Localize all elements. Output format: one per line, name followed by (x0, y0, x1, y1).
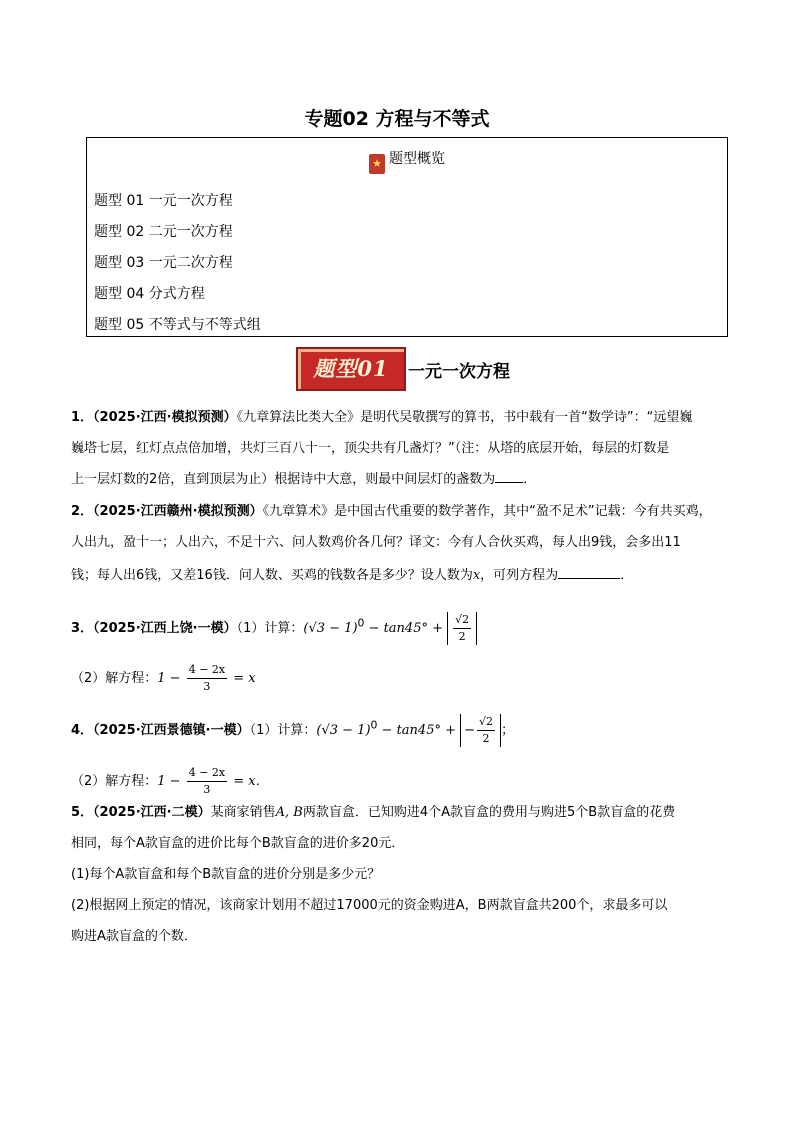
question-text: 某商家销售 (210, 805, 276, 820)
answer-blank[interactable] (558, 566, 620, 579)
fraction-numerator: √2 (453, 612, 471, 629)
absolute-value (447, 612, 477, 645)
expression: = x (229, 671, 256, 686)
question-text: 《九章算法比类大全》是明代吴敬撰写的算书，书中载有一首“数学诗”：“远望巍 (236, 410, 693, 425)
overview-heading (87, 148, 727, 174)
question-text: 上一层灯数的2倍，直到顶层为止）根据诗中大意，则最中间层灯的盏数为 (71, 472, 496, 487)
question-source: （2025·江西景德镇·一模） (93, 723, 250, 738)
question-text: ． (523, 472, 537, 487)
question-4-part-2 (71, 765, 726, 798)
question-source: （2025·江西·二模） (93, 805, 211, 820)
question-text: 两款盲盒．已知购进4个A款盲盒的费用与购进5个B款盲盒的花费 (302, 805, 676, 820)
expression: − tan45° + (377, 723, 461, 738)
question-part: （1）计算： (236, 621, 304, 636)
section-label: 一元一次方程 (408, 362, 510, 382)
fraction-denominator: 2 (458, 630, 466, 643)
question-1-line-2: 巍塔七层，红灯点点倍加增，共灯三百八十一，顶尖共有几盏灯？”（注：从塔的底层开始，每层的灯数是 (71, 441, 670, 456)
question-text: ； (501, 723, 515, 738)
question-5-line-2: 相同，每个A款盲盒的进价比每个B款盲盒的进价多20元． (71, 836, 405, 851)
question-number: 2． (71, 504, 94, 519)
exponent: 0 (357, 616, 365, 630)
minus-sign: − (464, 723, 476, 738)
expression: = x． (229, 774, 269, 789)
question-number: 3． (71, 621, 94, 636)
question-text: 钱；每人出6钱，又差16钱．问人数、买鸡的钱数各是多少？设人数为 (71, 568, 473, 583)
question-text: ，可列方程为 (480, 568, 559, 583)
fraction (187, 765, 227, 798)
question-source: （2025·江西·模拟预测） (93, 410, 237, 425)
expression: 1 − (157, 774, 185, 789)
exponent: 0 (370, 718, 378, 732)
variables-ab: A, B (275, 805, 303, 820)
question-5 (71, 805, 726, 821)
overview-item: 题型 05 不等式与不等式组 (94, 317, 261, 333)
question-number: 5． (71, 805, 94, 820)
question-source: （2025·江西上饶·一模） (93, 621, 237, 636)
page-title: 专题02 方程与不等式 (304, 108, 490, 130)
fraction-numerator: 4 − 2x (187, 662, 227, 679)
question-2 (71, 504, 726, 520)
overview-item: 题型 02 二元一次方程 (94, 224, 233, 240)
question-4 (71, 714, 726, 747)
question-5-sub-2: (2)根据网上预定的情况，该商家计划用不超过17000元的资金购进A，B两款盲盒共200个，求最多可以 (71, 898, 668, 913)
question-1-line-3 (71, 470, 726, 488)
fraction (187, 662, 227, 695)
question-part: （2）解方程： (71, 671, 158, 686)
question-number: 4． (71, 723, 94, 738)
fraction (477, 714, 495, 747)
question-source: （2025·江西赣州·模拟预测） (93, 504, 263, 519)
overview-item: 题型 01 一元一次方程 (94, 193, 233, 209)
question-number: 1． (71, 410, 94, 425)
question-5-sub-1: (1)每个A款盲盒和每个B款盲盒的进价分别是多少元？ (71, 867, 381, 882)
question-part: （2）解方程： (71, 774, 158, 789)
fraction-denominator: 2 (482, 732, 490, 745)
book-icon: ★ (369, 154, 385, 174)
fraction-numerator: 4 − 2x (187, 765, 227, 782)
fraction (453, 612, 471, 645)
question-1 (71, 410, 726, 426)
expression: − tan45° + (364, 621, 448, 636)
expression: (√3 − 1) (316, 723, 371, 738)
overview-box (86, 137, 728, 337)
question-3-part-2 (71, 662, 726, 695)
fraction-denominator: 3 (203, 680, 211, 693)
overview-item: 题型 03 一元二次方程 (94, 255, 233, 271)
question-3 (71, 612, 726, 645)
question-2-line-3 (71, 566, 726, 584)
section-badge: 题型01 (296, 347, 406, 391)
expression: 1 − (157, 671, 185, 686)
question-5-sub-2-cont: 购进A款盲盒的个数． (71, 929, 197, 944)
question-text: ． (620, 568, 634, 583)
overview-heading-text: 题型概览 (389, 151, 445, 167)
fraction-numerator: √2 (477, 714, 495, 731)
fraction-denominator: 3 (203, 783, 211, 796)
absolute-value (460, 714, 501, 747)
question-part: （1）计算： (249, 723, 317, 738)
expression: (√3 − 1) (303, 621, 358, 636)
overview-item: 题型 04 分式方程 (94, 286, 205, 302)
answer-blank[interactable] (495, 470, 523, 483)
question-2-line-2: 人出九，盈十一；人出六，不足十六、问人数鸡价各几何？译文：今有人合伙买鸡，每人出9钱，会多出11 (71, 535, 681, 550)
variable-x: x (472, 568, 481, 583)
question-text: 《九章算术》是中国古代重要的数学著作，其中“盈不足术”记载：今有共买鸡， (262, 504, 712, 519)
